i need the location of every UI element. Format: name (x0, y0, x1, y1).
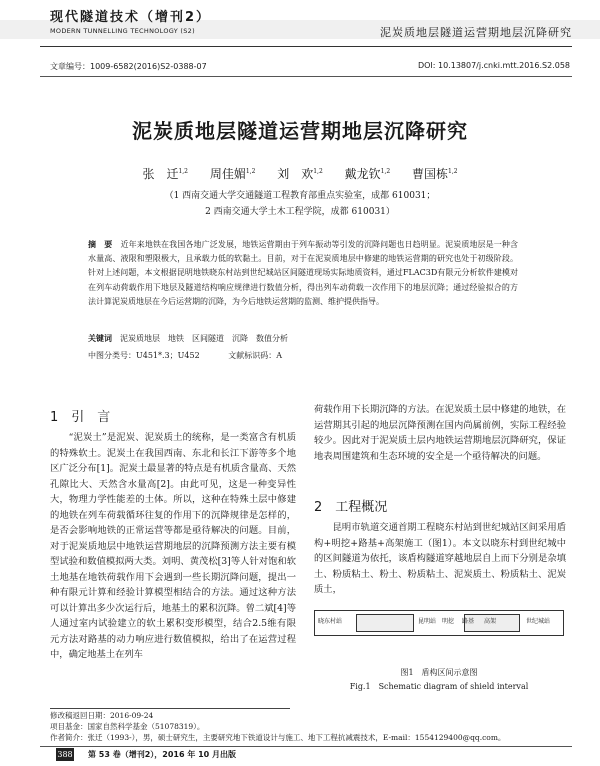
meta-rule (40, 76, 572, 77)
abstract-text: 近年来地铁在我国各地广泛发展，地铁运营期由于列车振动等引发的沉降问题也日趋明显。泥炭质地层是一种含水量高、液限和塑限极大，且承载力低的软黏土。目前，对于在泥炭质地层中修建的地铁运营期的研究也处于初级阶段。针对上述问题，本文根据昆明地铁晓东村站到世纪城站区间隧道现场实际地质资料，通过FLAC3D有限元分析软件建模对在列车动荷载作用下地层及隧道结构响应规律进行数值分析，得出列车动荷载一次作用下的地层沉降；通过经验拟合的方法计算泥炭质地层在今后运营期的沉降，为今后地铁运营期的监测、维护提供指导。 (88, 240, 519, 306)
article-number: 文章编号：1009-6582(2016)S2-0388-07 (50, 62, 207, 71)
right-column-continuation (314, 402, 566, 464)
shield-segment (356, 614, 414, 632)
footer-rule (40, 746, 572, 747)
footnote-fund: 项目基金：国家自然科学基金（51078319）。 (50, 722, 205, 731)
page-number: 388 (57, 750, 73, 759)
classification (88, 350, 308, 361)
issue-info: 第 53 卷（增刊2），2016 年 10 月出版 (88, 750, 237, 759)
author-list (0, 165, 600, 182)
footnote-author: 作者简介：张迁（1993-），男，硕士研究生，主要研究地下铁道设计与施工、地下工程抗减震技术，E-mail：1554129400@qq.com。 (50, 733, 506, 742)
paragraph: 荷载作用下长期沉降的方法。在泥炭质土层中修建的地铁，在运营期其引起的地层沉降预测在国内尚属前例，实际工程经验较少。因此对于泥炭质土层内地铁运营期地层沉降研究，保证地表周围建筑和生态环境的安全是一个亟待解决的问题。 (314, 404, 566, 462)
journal-header (0, 0, 600, 50)
author: 戴龙钦$^{1,2}$ (344, 167, 391, 181)
clc-number: 中图分类号：U451*.3；U452 (88, 351, 200, 360)
affiliation-1: （1 西南交通大学交通隧道工程教育部重点实验室，成都 610031； (164, 191, 436, 201)
station-label: 世纪城站 (526, 618, 551, 625)
station-label: 晓东村站 (318, 618, 343, 625)
journal-name: 现代隧道技术（增刊2） (50, 10, 212, 25)
author: 周佳媚$^{1,2}$ (209, 167, 256, 181)
footnote-rule (50, 708, 290, 709)
station-label: 昆明站 (418, 618, 437, 625)
section-1-body (50, 430, 296, 663)
paragraph: 昆明市轨道交通首期工程晓东村站到世纪城站区间采用盾构+明挖+路基+高架施工（图1）。本文以晓东村到世纪城中的区间隧道为依托，该盾构隧道穿越地层自上而下分别是杂填土、粉质粘土、粉土、粉质粘土、泥炭质土、粉质粘土、泥炭质土， (314, 522, 566, 595)
figure-caption-en: Fig.1 Schematic diagram of shield interval (349, 682, 529, 691)
journal-name-en: MODERN TUNNELLING TECHNOLOGY (S2) (50, 27, 195, 35)
abstract (88, 238, 518, 309)
section-2-heading: 2 工程概况 (314, 500, 388, 515)
doi: DOI: 10.13807/j.cnki.mtt.2016.S2.058 (417, 61, 570, 70)
paper-title: 泥炭质地层隧道运营期地层沉降研究 (132, 119, 468, 143)
segment-label: 高架 (484, 618, 497, 625)
author: 曹国栋$^{1,2}$ (412, 167, 458, 181)
figure-caption-cn: 图1 盾构区间示意图 (400, 668, 478, 677)
footnote-received: 修改稿返回日期：2016-09-24 (50, 711, 154, 720)
affiliation-2: 2 西南交通大学土木工程学院，成都 610031） (205, 207, 395, 217)
paragraph: “泥炭土”是泥炭、泥炭质土的统称，是一类富含有机质的特殊软土。泥炭土在我国西南、东北和长江下游等多个地区广泛分布[1]。泥炭土最显著的特点是有机质含量高、天然孔隙比大、天然含水量高[2]。由此可见，这是一种变异性大，物理力学性能差的土体。所以，这种在特殊土层中修建的地铁在列车荷载循环往复的作用下的沉降规律是怎样的，是否会影响地铁的正常运营等都是亟待解决的问题。目前，对于泥炭质地层中地铁运营期地层的沉降预测方法主要有模型试验和数值模拟两大类。刘明、黄茂松[3]等人针对饱和软土地基在地铁荷载作用下会遇到一些长期沉降问题，提出一种有限元计算和经验计算模型相结合的方法。通过这种方法可以计算出多少次运行后，地基土的累积沉降。曾二斌[4]等人通过室内试验建立的软土累积变形模型，结合2.5维有限元方法对路基的动力响应进行数值模拟，给出了在运营过程中，确定地基土在列车 (50, 432, 296, 660)
author: 张 迁$^{1,2}$ (142, 167, 188, 181)
section-2-body (314, 520, 566, 598)
author: 刘 欢$^{1,2}$ (277, 167, 323, 181)
running-title: 泥炭质地层隧道运营期地层沉降研究 (380, 26, 572, 39)
segment-label: 路基 (462, 618, 475, 625)
segment-label: 明挖 (442, 618, 455, 625)
abstract-label: 摘 要 (88, 240, 113, 249)
keywords: 关键词 泥炭质地层 地铁 区间隧道 沉降 数值分析 (88, 334, 288, 343)
figure-shield-interval (314, 604, 564, 644)
section-1-heading: 1 引 言 (50, 410, 111, 425)
header-rule (40, 46, 572, 47)
document-code: 文献标识码：A (228, 351, 282, 360)
